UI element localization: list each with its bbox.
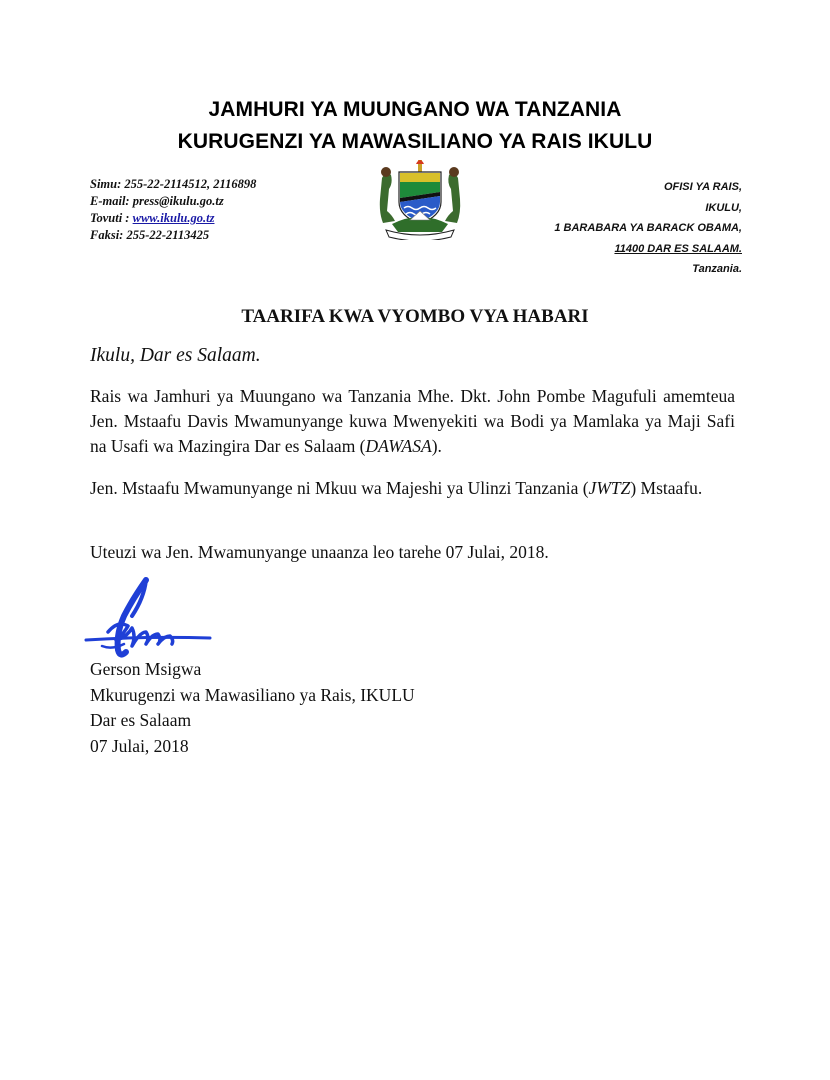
paragraph-appointment [90, 384, 735, 459]
header-title-line2: KURUGENZI YA MAWASILIANO YA RAIS IKULU [177, 130, 653, 153]
signatory-title: Mkurugenzi wa Mawasiliano ya Rais, IKULU [90, 684, 415, 705]
office-address-block [554, 177, 742, 280]
paragraph-background [90, 476, 735, 501]
paragraph-appointment-end: ). [431, 436, 442, 456]
contact-block [90, 176, 256, 244]
address-line5: Tanzania. [692, 263, 742, 275]
jwtz-abbrev: JWTZ [588, 478, 631, 498]
address-line2: IKULU, [705, 201, 742, 214]
address-line1: OFISI YA RAIS, [663, 181, 742, 193]
document-title: TAARIFA KWA VYOMBO VYA HABARI [241, 306, 589, 327]
header-title-line1: JAMHURI YA MUUNGANO WA TANZANIA [208, 98, 622, 121]
contact-email: E-mail: press@ikulu.go.tz [90, 194, 224, 208]
address-line4: 11400 DAR ES SALAAM. [614, 242, 742, 255]
handwritten-signature [84, 574, 218, 674]
contact-fax: Faksi: 255-22-2113425 [90, 228, 210, 242]
place-line: Ikulu, Dar es Salaam. [90, 345, 261, 366]
paragraph-background-end: ) Mstaafu. [630, 478, 703, 498]
address-line3: 1 BARABARA YA BARACK OBAMA, [554, 222, 742, 234]
dawasa-abbrev: DAWASA [365, 436, 432, 456]
paragraph-appointment-text: Rais wa Jamhuri ya Muungano wa Tanzania Mhe. Dkt. John Pombe Magufuli amemteua Jen. Mstaafu Davis Mwamunyange kuwa Mwenyekiti wa Bodi ya Mamlaka ya Maji Safi na Usafi wa Mazingira Dar es Salaam ( [90, 386, 735, 456]
signature-date: 07 Julai, 2018 [90, 735, 189, 756]
paragraph-effective-date: Uteuzi wa Jen. Mwamunyange unaanza leo tarehe 07 Julai, 2018. [90, 542, 549, 562]
signatory-city: Dar es Salaam [90, 710, 192, 730]
paragraph-background-text: Jen. Mstaafu Mwamunyange ni Mkuu wa Majeshi ya Ulinzi Tanzania ( [90, 478, 589, 498]
website-link[interactable]: www.ikulu.go.tz [132, 211, 215, 225]
contact-website [90, 210, 256, 227]
contact-website-prefix: Tovuti : [90, 211, 133, 225]
coat-of-arms-icon [372, 158, 468, 240]
contact-phone: Simu: 255-22-2114512, 2116898 [90, 177, 257, 191]
signatory-name: Gerson Msigwa [90, 659, 202, 679]
